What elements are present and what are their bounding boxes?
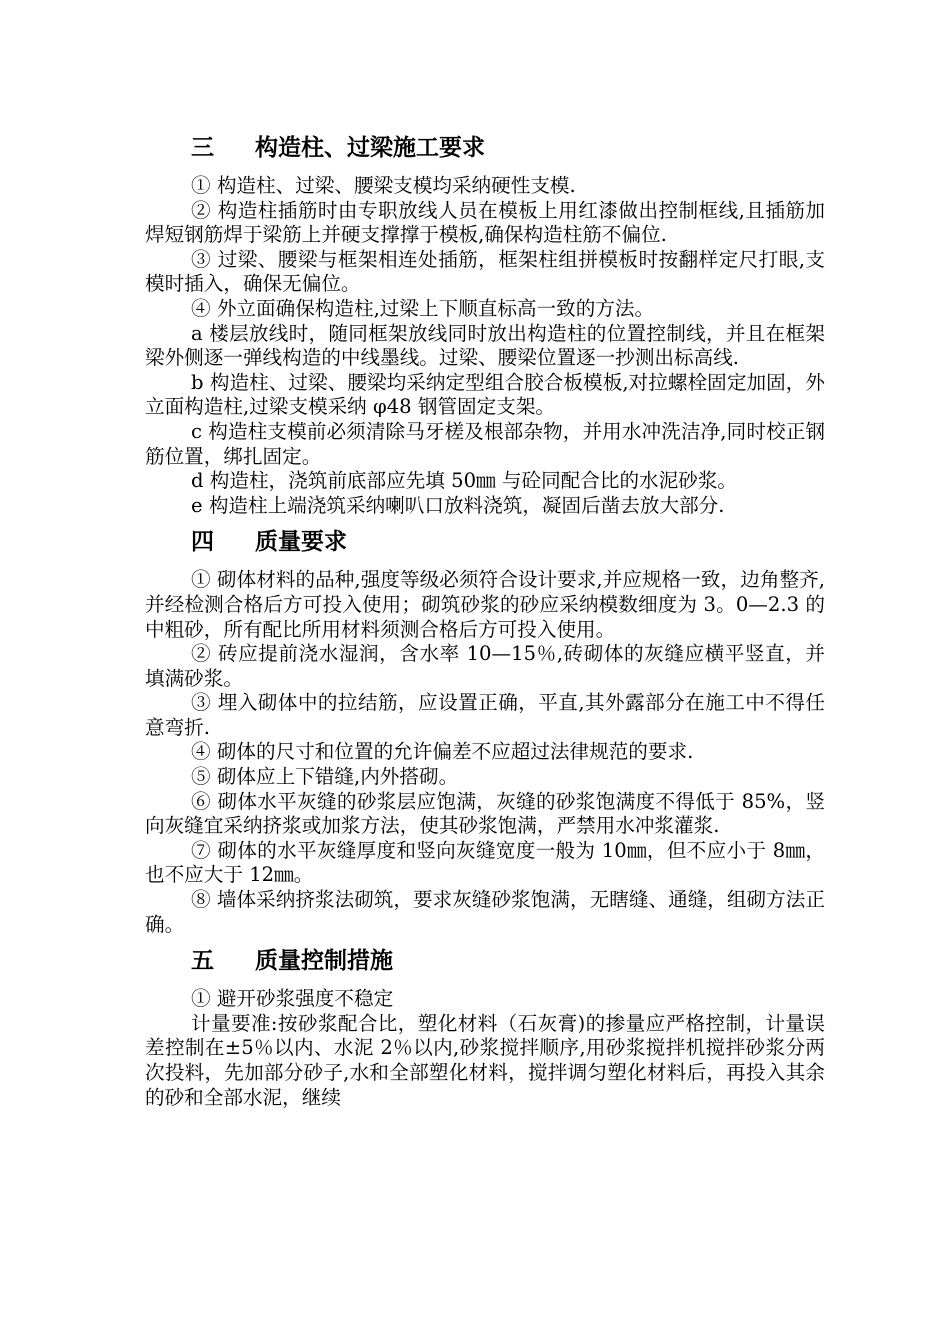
section-title: 构造柱、过梁施工要求 bbox=[255, 135, 485, 161]
paragraph: ⑤ 砌体应上下错缝,内外搭砌。 bbox=[191, 765, 459, 789]
section-title: 质量控制措施 bbox=[255, 948, 393, 975]
paragraph: ⑥ 砌体水平灰缝的砂浆层应饱满，灰缝的砂浆饱满度不得低于 85%，竖向灰缝宜采纳挤浆或加浆方法，使其砂浆饱满，严禁用水冲浆灌浆. bbox=[145, 789, 825, 838]
paragraph: ③ 过梁、腰梁与框架相连处插筋，框架柱组拼模板时按翻样定尺打眼,支模时插入，确保无偏位。 bbox=[145, 247, 825, 296]
paragraph: c 构造柱支模前必须清除马牙槎及根部杂物，并用水冲洗洁净,同时校正钢筋位置，绑扎固定。 bbox=[145, 419, 825, 468]
section-quality-control-measures bbox=[145, 937, 825, 1110]
paragraph: ① 避开砂浆强度不稳定 bbox=[191, 987, 394, 1011]
paragraph: ① 砌体材料的品种,强度等级必须符合设计要求,并应规格一致，边角整齐,并经检测合格后方可投入使用；砌筑砂浆的砂应采纳模数细度为 3。0—2.3 的中粗砂，所有配比所用材料须测合格后方可投入使用。 bbox=[145, 568, 825, 641]
section-heading bbox=[191, 941, 825, 981]
section-title: 质量要求 bbox=[255, 529, 347, 556]
paragraph: ② 砖应提前浇水湿润，含水率 10—15％,砖砌体的灰缝应横平竖直，并填满砂浆。 bbox=[145, 642, 825, 690]
paragraph: ③ 埋入砌体中的拉结筋，应设置正确，平直,其外露部分在施工中不得任意弯折. bbox=[145, 691, 825, 739]
section-heading bbox=[191, 522, 825, 562]
section-quality-requirements bbox=[145, 518, 825, 937]
paragraph: ④ 砌体的尺寸和位置的允许偏差不应超过法律规范的要求. bbox=[191, 740, 694, 764]
paragraph: b 构造柱、过梁、腰梁均采纳定型组合胶合板模板,对拉螺栓固定加固，外立面构造柱,过梁支模采纳 φ48 钢管固定支架。 bbox=[145, 370, 825, 419]
paragraph: ⑧ 墙体采纳挤浆法砌筑，要求灰缝砂浆饱满，无瞎缝、通缝，组砌方法正确。 bbox=[145, 888, 825, 936]
section-number: 四 bbox=[191, 529, 214, 556]
paragraph: ⑦ 砌体的水平灰缝厚度和竖向灰缝宽度一般为 10㎜，但不应小于 8㎜，也不应大于 12㎜。 bbox=[145, 838, 825, 887]
paragraph: ④ 外立面确保构造柱,过梁上下顺直标高一致的方法。 bbox=[191, 296, 655, 320]
document-page bbox=[145, 128, 825, 1110]
section-number: 三 bbox=[191, 135, 214, 161]
section-heading bbox=[191, 128, 825, 168]
paragraph: 计量要准:按砂浆配合比，塑化材料（石灰膏)的掺量应严格控制，计量误差控制在±5％以内、水泥 2％以内,砂浆搅拌顺序,用砂浆搅拌机搅拌砂浆分两次投料，先加部分砂子,水和全部塑化材料，搅拌调匀塑化材料后，再投入其余的砂和全部水泥，继续 bbox=[145, 1011, 825, 1109]
paragraph: ① 构造柱、过梁、腰梁支模均采纳硬性支模. bbox=[191, 174, 576, 197]
section-number: 五 bbox=[191, 948, 214, 975]
paragraph: e 构造柱上端浇筑采纳喇叭口放料浇筑，凝固后凿去放大部分. bbox=[191, 493, 725, 517]
paragraph: d 构造柱，浇筑前底部应先填 50㎜ 与砼同配合比的水泥砂浆。 bbox=[191, 469, 738, 493]
paragraph: a 楼层放线时，随同框架放线同时放出构造柱的位置控制线，并且在框架梁外侧逐一弹线构造的中线墨线。过梁、腰梁位置逐一抄测出标高线. bbox=[145, 321, 825, 370]
paragraph: ② 构造柱插筋时由专职放线人员在模板上用红漆做出控制框线,且插筋加焊短钢筋焊于梁筋上并硬支撑撑于模板,确保构造柱筋不偏位. bbox=[145, 198, 825, 247]
section-construction-columns bbox=[145, 128, 825, 518]
